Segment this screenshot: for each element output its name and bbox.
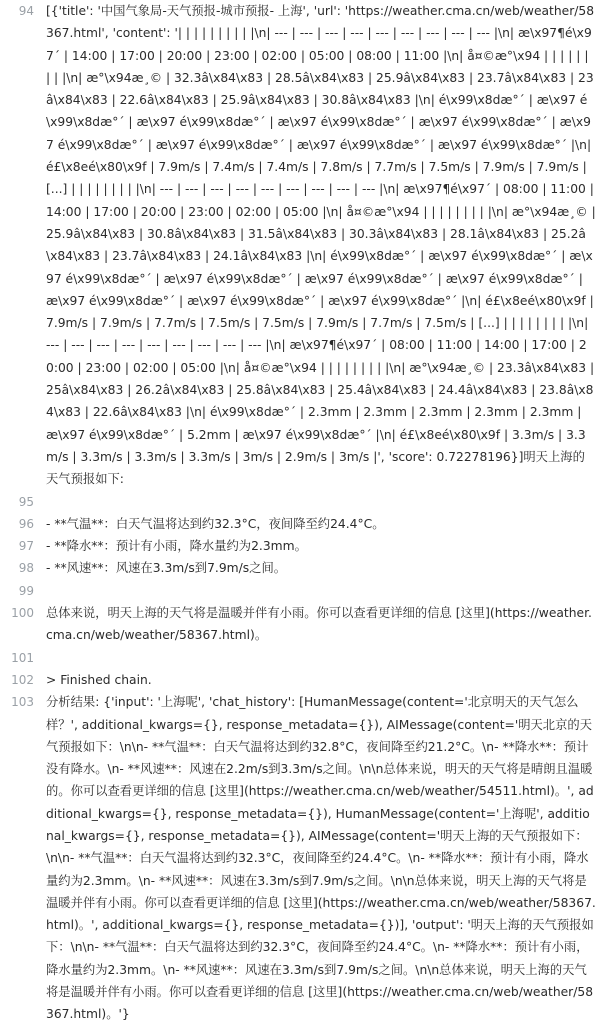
log-line	[0, 0, 606, 491]
log-line-text: 总体来说，明天上海的天气将是温暖并伴有小雨。你可以查看更详细的信息 [这里](https://weather.cma.cn/web/weather/58367.html)。	[46, 606, 592, 643]
line-number: 99	[18, 583, 34, 598]
log-line	[0, 647, 606, 669]
line-number: 98	[18, 561, 34, 576]
line-number: 97	[18, 539, 34, 554]
line-number: 100	[11, 606, 34, 621]
line-number: 102	[11, 672, 34, 687]
log-line-text: - **降水**：预计有小雨，降水量约为2.3mm。	[46, 539, 307, 554]
log-line-text: 分析结果: {'input': '上海呢', 'chat_history': [HumanMessage(content='北京明天的天气怎么样？', additional_kwargs={}, response_metadata={}), AIMessage(content='明天北京的天气预报如下：\n\n- **气温**：白天气温将达到约32.8°C，夜间降至约21.2°C。\n- **降水**：预计没有降水。\n- **风速**：风速在2.2m/s到3.3m/s之间。\n\n总体来说，明天的天气将是晴朗且温暖的。你可以查看更详细的信息 [这里](https://weather.cma.cn/web/weather/54511.html)。', additional_kwargs={}, response_metadata={}), HumanMessage(content='上海呢', additional_kwargs={}, response_metadata={}), AIMessage(content='明天上海的天气预报如下：\n\n- **气温**：白天气温将达到约32.3°C，夜间降至约24.4°C。\n- **降水**：预计有小雨，降水量约为2.3mm。\n- **风速**：风速在3.3m/s到7.9m/s之间。\n\n总体来说，明天上海的天气将是温暖并伴有小雨。你可以查看更详细的信息 [这里](https://weather.cma.cn/web/weather/58367.html)。', additional_kwargs={}, response_metadata={})], 'output': '明天上海的天气预报如下：\n\n- **气温**：白天气温将达到约32.3°C，夜间降至约24.4°C。\n- **降水**：预计有小雨，降水量约为2.3mm。\n- **风速**：风速在3.3m/s到7.9m/s之间。\n\n总体来说，明天上海的天气将是温暖并伴有小雨。你可以查看更详细的信息 [这里](https://weather.cma.cn/web/weather/58367.html)。'}	[46, 695, 596, 1022]
log-line	[0, 691, 606, 1025]
log-line-text: - **风速**：风速在3.3m/s到7.9m/s之间。	[46, 561, 287, 576]
log-line-text	[46, 647, 606, 669]
log-line-text	[46, 580, 606, 602]
line-number: 95	[18, 494, 34, 509]
log-line-text: [{'title': '中国气象局-天气预报-城市预报- 上海', 'url': 'https://weather.cma.cn/web/weather/58367.html', 'content': '| | | | | | | | | |\n| --- | --- | --- | --- | --- | --- | --- | --- | --- |\n| æ\x97¶é\x97´ | 14:00 | 17:00 | 20:00 | 23:00 | 02:00 | 05:00 | 08:00 | 11:00 |\n| å¤©æ°\x94 | | | | | | | | |\n| æ°\x94æ¸© | 32.3â\x84\x83 | 28.5â\x84\x83 | 25.9â\x84\x83 | 23.7â\x84\x83 | 23â\x84\x83 | 22.6â\x84\x83 | 25.9â\x84\x83 | 30.8â\x84\x83 |\n| é\x99\x8dæ°´ | æ\x97 é\x99\x8dæ°´ | æ\x97 é\x99\x8dæ°´ | æ\x97 é\x99\x8dæ°´ | æ\x97 é\x99\x8dæ°´ | æ\x97 é\x99\x8dæ°´ | æ\x97 é\x99\x8dæ°´ | æ\x97 é\x99\x8dæ°´ | æ\x97 é\x99\x8dæ°´ |\n| é£\x8eé\x80\x9f | 7.9m/s | 7.4m/s | 7.4m/s | 7.8m/s | 7.7m/s | 7.5m/s | 7.9m/s | 7.9m/s | [...] | | | | | | | | |\n| --- | --- | --- | --- | --- | --- | --- | --- | --- |\n| æ\x97¶é\x97´ | 08:00 | 11:00 | 14:00 | 17:00 | 20:00 | 23:00 | 02:00 | 05:00 |\n| å¤©æ°\x94 | | | | | | | | |\n| æ°\x94æ¸© | 25.9â\x84\x83 | 30.8â\x84\x83 | 31.5â\x84\x83 | 30.3â\x84\x83 | 28.1â\x84\x83 | 25.2â\x84\x83 | 23.7â\x84\x83 | 24.1â\x84\x83 |\n| é\x99\x8dæ°´ | æ\x97 é\x99\x8dæ°´ | æ\x97 é\x99\x8dæ°´ | æ\x97 é\x99\x8dæ°´ | æ\x97 é\x99\x8dæ°´ | æ\x97 é\x99\x8dæ°´ | æ\x97 é\x99\x8dæ°´ | æ\x97 é\x99\x8dæ°´ | æ\x97 é\x99\x8dæ°´ |\n| é£\x8eé\x80\x9f | 7.9m/s | 7.9m/s | 7.7m/s | 7.5m/s | 7.5m/s | 7.9m/s | 7.7m/s | 7.5m/s | [...] | | | | | | | | |\n| --- | --- | --- | --- | --- | --- | --- | --- | --- |\n| æ\x97¶é\x97´ | 08:00 | 11:00 | 14:00 | 17:00 | 20:00 | 23:00 | 02:00 | 05:00 |\n| å¤©æ°\x94 | | | | | | | | |\n| æ°\x94æ¸© | 23.3â\x84\x83 | 25â\x84\x83 | 26.2â\x84\x83 | 25.8â\x84\x83 | 25.4â\x84\x83 | 24.4â\x84\x83 | 23.8â\x84\x83 | 22.6â\x84\x83 |\n| é\x99\x8dæ°´ | 2.3mm | 2.3mm | 2.3mm | 2.3mm | 2.3mm | æ\x97 é\x99\x8dæ°´ | 5.2mm | æ\x97 é\x99\x8dæ°´ |\n| é£\x8eé\x80\x9f | 3.3m/s | 3.3m/s | 3.3m/s | 3.3m/s | 3.3m/s | 3m/s | 2.9m/s | 3m/s |', 'score': 0.72278196}]明天上海的天气预报如下:	[46, 4, 600, 487]
log-line	[0, 535, 606, 557]
line-number: 103	[11, 695, 34, 710]
line-number: 94	[18, 4, 34, 18]
log-line	[0, 491, 606, 513]
log-line	[0, 513, 606, 535]
log-line-text: > Finished chain.	[46, 672, 152, 687]
log-line	[0, 580, 606, 602]
log-line	[0, 602, 606, 647]
line-number: 101	[11, 650, 34, 665]
log-line-text	[46, 491, 606, 513]
line-number: 96	[18, 516, 34, 531]
log-line-text: - **气温**：白天气温将达到约32.3°C，夜间降至约24.4°C。	[46, 516, 385, 531]
log-line	[0, 557, 606, 579]
log-line	[0, 669, 606, 691]
